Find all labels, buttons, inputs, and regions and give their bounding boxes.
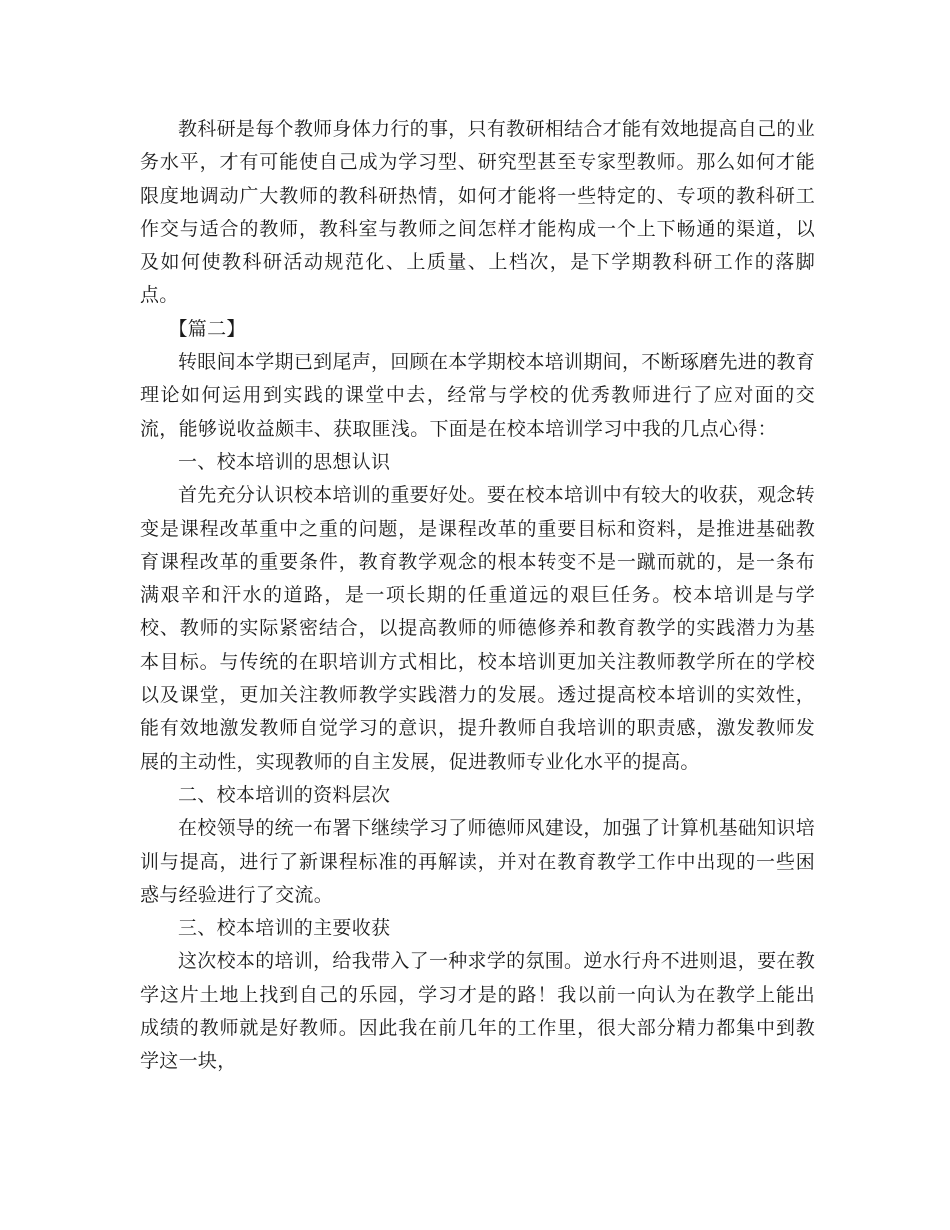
section-tag-part-two: 【篇二】 <box>168 317 246 340</box>
heading-main-gains: 三、校本培训的主要收获 <box>178 917 391 940</box>
document-body <box>140 113 815 1079</box>
paragraph-main-gains-body: 这次校本的培训，给我带入了一种求学的氛围。逆水行舟不进则退，要在教学这片土地上找到自己的乐园，学习才是的路！我以前一向认为在教学上能出成绩的教师就是好教师。因此我在前几年的工作里，很大部分精力都集中到教学这一块， <box>140 950 815 1073</box>
heading-thinking: 一、校本培训的思想认识 <box>178 450 391 473</box>
paragraph-semester-review: 转眼间本学期已到尾声，回顾在本学期校本培训期间，不断琢磨先进的教育理论如何运用到实践的课堂中去，经常与学校的优秀教师进行了应对面的交流，能够说收益颇丰、获取匪浅。下面是在校本培训学习中我的几点心得： <box>140 351 815 440</box>
heading-content-levels: 二、校本培训的资料层次 <box>178 783 391 806</box>
paragraph-content-levels-body: 在校领导的统一布署下继续学习了师德师风建设，加强了计算机基础知识培训与提高，进行了新课程标准的再解读，并对在教育教学工作中出现的一些困惑与经验进行了交流。 <box>140 817 815 906</box>
paragraph-thinking-body: 首先充分认识校本培训的重要好处。要在校本培训中有较大的收获，观念转变是课程改革重中之重的问题，是课程改革的重要目标和资料，是推进基础教育课程改革的重要条件，教育教学观念的根本转变不是一蹴而就的，是一条布满艰辛和汗水的道路，是一项长期的任重道远的艰巨任务。校本培训是与学校、教师的实际紧密结合，以提高教师的师德修养和教育教学的实践潜力为基本目标。与传统的在职培训方式相比，校本培训更加关注教师教学所在的学校以及课堂，更加关注教师教学实践潜力的发展。透过提高校本培训的实效性，能有效地激发教师自觉学习的意识，提升教师自我培训的职责感，激发教师发展的主动性，实现教师的自主发展，促进教师专业化水平的提高。 <box>140 484 815 773</box>
paragraph-research-intro: 教科研是每个教师身体力行的事，只有教研相结合才能有效地提高自己的业务水平，才有可能使自己成为学习型、研究型甚至专家型教师。那么如何才能限度地调动广大教师的教科研热情，如何才能将一些特定的、专项的教科研工作交与适合的教师，教科室与教师之间怎样才能构成一个上下畅通的渠道，以及如何使教科研活动规范化、上质量、上档次，是下学期教科研工作的落脚点。 <box>140 118 815 307</box>
